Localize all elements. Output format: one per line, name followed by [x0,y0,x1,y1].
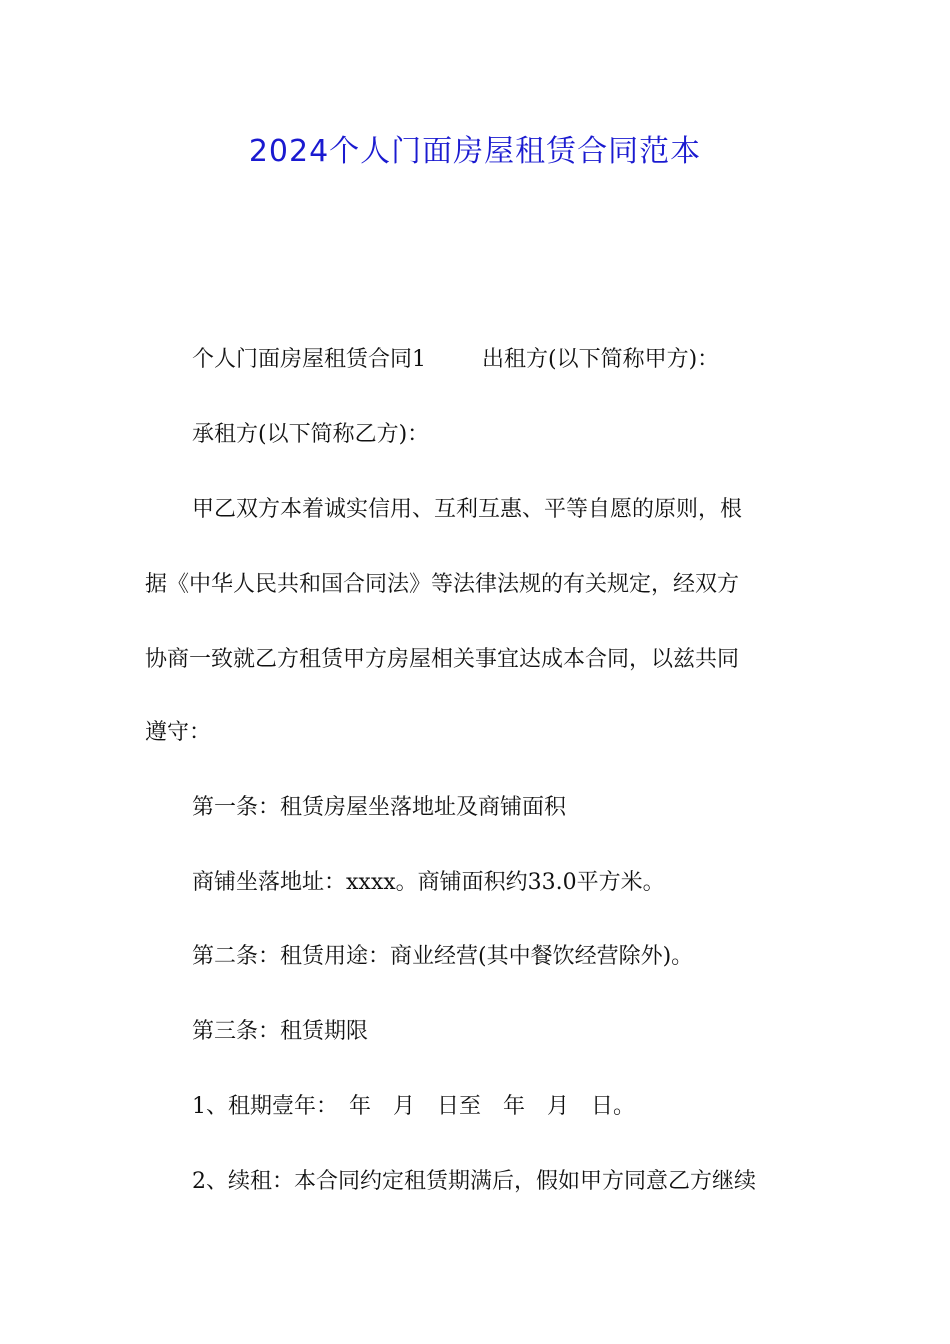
contract-name: 个人门面房屋租赁合同1 [192,347,426,372]
paragraph-line: 据《中华人民共和国合同法》等法律法规的有关规定，经双方 [145,572,740,597]
paragraph-line: 协商一致就乙方租赁甲方房屋相关事宜达成本合同，以兹共同 [145,647,740,672]
article-three-heading: 第三条：租赁期限 [192,1019,369,1044]
shop-address-line: 商铺坐落地址：xxxx。商铺面积约33.0平方米。 [192,870,665,895]
paragraph-line: 遵守： [145,720,212,745]
contract-heading-line [192,345,854,375]
lease-term-line: 1、租期壹年： 年 月 日至 年 月 日。 [192,1094,635,1119]
article-one-heading: 第一条：租赁房屋坐落地址及商铺面积 [192,795,567,820]
renewal-line: 2、续租：本合同约定租赁期满后，假如甲方同意乙方继续 [192,1169,756,1194]
paragraph-line: 甲乙双方本着诚实信用、互利互惠、平等自愿的原则，根 [192,497,743,522]
article-two-line: 第二条：租赁用途：商业经营(其中餐饮经营除外)。 [192,944,694,969]
document-title: 2024个人门面房屋租赁合同范本 [248,134,702,169]
lessee-label: 承租方(以下简称乙方)： [192,422,430,447]
lessor-label: 出租方(以下简称甲方)： [482,347,720,372]
